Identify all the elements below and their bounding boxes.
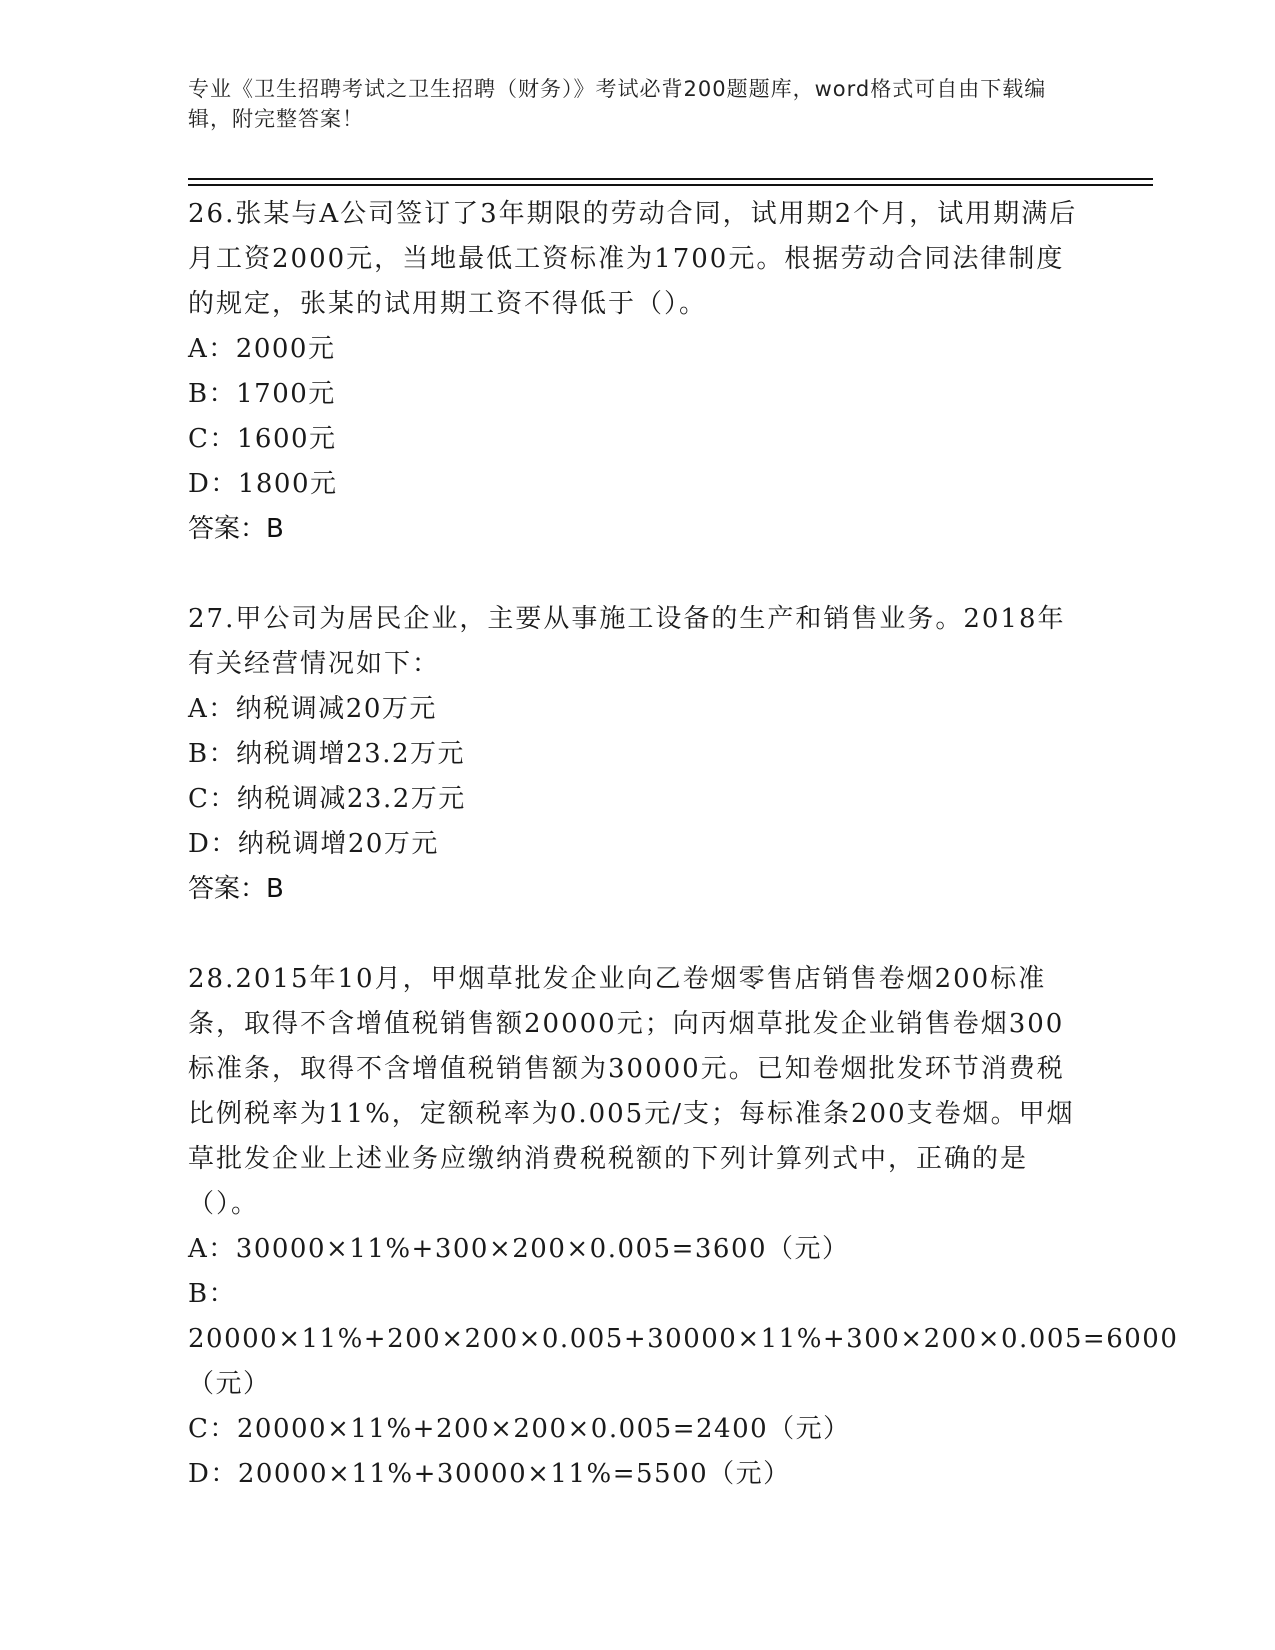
document-header: 专业《卫生招聘考试之卫生招聘（财务）》考试必背200题题库，word格式可自由下载编辑，附完整答案！ <box>188 77 1047 131</box>
answer: 答案：B <box>188 874 284 904</box>
option-b: B：纳税调增23.2万元 <box>188 739 465 769</box>
option-a: A：30000×11%+300×200×0.005=3600（元） <box>188 1234 850 1264</box>
option-a: A：2000元 <box>188 334 336 364</box>
option-d: D：20000×11%+30000×11%=5500（元） <box>188 1459 791 1489</box>
option-b: B：1700元 <box>188 379 336 409</box>
question-list <box>188 192 1179 1497</box>
option-d: D：纳税调增20万元 <box>188 829 439 859</box>
question-28 <box>188 957 1179 1497</box>
question-stem: 26.张某与A公司签订了3年期限的劳动合同，试用期2个月，试用期满后月工资2000元，当地最低工资标准为1700元。根据劳动合同法律制度的规定，张某的试用期工资不得低于（）。 <box>188 199 1078 319</box>
spacer <box>188 552 1088 597</box>
question-26 <box>188 192 1088 552</box>
header-rule-top <box>188 178 1153 180</box>
option-c: C：1600元 <box>188 424 337 454</box>
option-c: C：20000×11%+200×200×0.005=2400（元） <box>188 1414 851 1444</box>
question-stem: 27.甲公司为居民企业，主要从事施工设备的生产和销售业务。2018年有关经营情况如下： <box>188 604 1066 679</box>
option-a: A：纳税调减20万元 <box>188 694 437 724</box>
option-c: C：纳税调减23.2万元 <box>188 784 466 814</box>
spacer <box>188 912 1088 957</box>
question-stem: 28.2015年10月，甲烟草批发企业向乙卷烟零售店销售卷烟200标准条，取得不含增值税销售额20000元；向丙烟草批发企业销售卷烟300标准条，取得不含增值税销售额为30000元。已知卷烟批发环节消费税比例税率为11%，定额税率为0.005元/支；每标准条200支卷烟。甲烟草批发企业上述业务应缴纳消费税税额的下列计算列式中，正确的是（）。 <box>188 964 1075 1219</box>
answer: 答案：B <box>188 514 284 544</box>
option-d: D：1800元 <box>188 469 338 499</box>
header-rule-bottom <box>188 184 1153 186</box>
question-27 <box>188 597 1088 912</box>
option-b: B：20000×11%+200×200×0.005+30000×11%+300×200×0.005=6000（元） <box>188 1279 1179 1399</box>
